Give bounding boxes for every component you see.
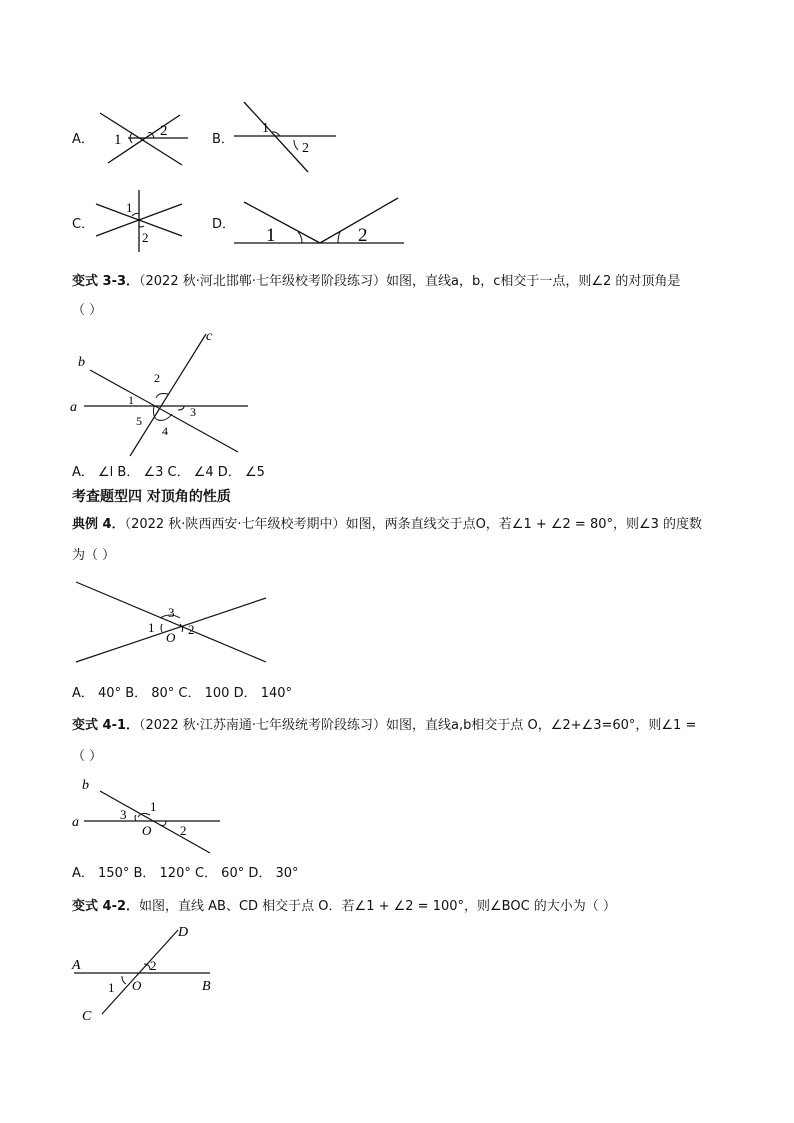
option-b-letter: B． [212,132,234,147]
point-o-label: O [166,630,176,645]
ex4-text2: 为（ ） [72,548,116,563]
point-o-label: O [132,978,142,993]
q33-paren: （ ） [72,303,103,318]
angle-3-label: 3 [120,807,127,822]
angle-1-label: 1 [148,620,155,635]
angle-1-label: 1 [262,121,269,136]
angle-arc [294,140,298,150]
q33-source: （2022 秋·河北邯郸·七年级校考阶段练习） [139,274,386,289]
line-c [130,334,206,456]
angle-arc [178,406,184,410]
line-cd [102,930,178,1014]
angle-arc [132,213,139,216]
label-a: a [70,400,77,415]
line [76,582,266,662]
angle-1-label: 1 [108,980,115,995]
q33-text: 如图，直线a，b，c相交于一点，则∠2 的对顶角是 [386,274,681,289]
angle-1-label: 1 [126,200,133,215]
angle-2-label: 2 [150,958,157,973]
label-b: b [82,778,89,793]
section-title: 考查题型四 对顶角的性质 [72,489,231,505]
option-a-letter: A． [72,132,94,147]
angle-arc [160,821,166,826]
label-b: b [78,355,85,370]
angle-4-label: 4 [162,424,168,438]
angle-1-label: 1 [150,799,157,814]
point-c-label: C [82,1009,92,1024]
q41-figure [70,773,230,855]
q42-line1 [72,900,616,913]
point-b-label: B [202,979,211,994]
q42-figure [70,922,225,1024]
point-d-label: D [178,925,189,940]
angle-arc [180,624,183,632]
option-a-figure [90,105,200,170]
q41-paren: （ ） [72,749,103,764]
angle-2-label: 2 [180,823,187,838]
q41-options: A． 150° B． 120° C． 60° D． 30° [72,866,299,881]
angle-1-label: 1 [266,225,276,246]
label-a: a [72,815,79,830]
ex4-options: A． 40° B． 80° C． 100 D． 140° [72,686,293,701]
angle-3-label: 3 [168,605,175,620]
ex4-label: 典例 4． [72,517,125,532]
angle-5-label: 5 [136,414,142,428]
option-b-figure [232,98,342,178]
line [244,102,308,172]
angle-2-label: 2 [142,230,149,245]
ex4-line1 [72,518,702,531]
angle-2-label: 2 [188,622,195,637]
angle-2-label: 2 [302,141,309,156]
ex4-source: （2022 秋·陕西西安·七年级校考期中） [124,517,346,532]
q33-line1 [72,275,680,288]
point-o-label: O [142,823,152,838]
option-d-figure [232,194,407,250]
angle-arc [161,624,162,632]
angle-2-label: 2 [358,225,368,246]
angle-2-label: 2 [154,371,160,385]
q42-text: 如图，直线 AB、CD 相交于点 O．若∠1 + ∠2 = 100°，则∠BOC 的大小为（ ） [139,899,616,914]
q41-text: 如图，直线a,b相交于点 O，∠2+∠3=60°，则∠1 = [386,718,697,733]
q41-label: 变式 4-1． [72,718,140,733]
q41-source: （2022 秋·江苏南通·七年级统考阶段练习） [139,718,386,733]
q41-line1 [72,719,696,732]
q33-label: 变式 3-3． [72,274,140,289]
q33-options: A． ∠l B． ∠3 C． ∠4 D． ∠5 [72,465,265,480]
angle-1-label: 1 [128,393,134,407]
angle-arc [139,226,144,227]
option-c-figure [92,188,192,254]
angle-2-label: 2 [160,123,168,139]
option-d-letter: D． [212,217,236,232]
q42-label: 变式 4-2． [72,899,140,914]
option-c-letter: C． [72,217,95,232]
q33-figure [68,328,253,458]
line-b [90,370,238,452]
angle-arc [122,976,126,984]
ex4-text: 如图，两条直线交于点O，若∠1 + ∠2 = 80°，则∠3 的度数 [345,517,703,532]
ex4-figure [72,578,272,666]
angle-1-label: 1 [114,132,122,148]
angle-arc [135,815,136,821]
angle-3-label: 3 [190,405,196,419]
label-c: c [206,329,213,344]
line [244,202,320,243]
line [100,113,182,165]
angle-arc [338,232,340,243]
point-a-label: A [72,958,81,973]
